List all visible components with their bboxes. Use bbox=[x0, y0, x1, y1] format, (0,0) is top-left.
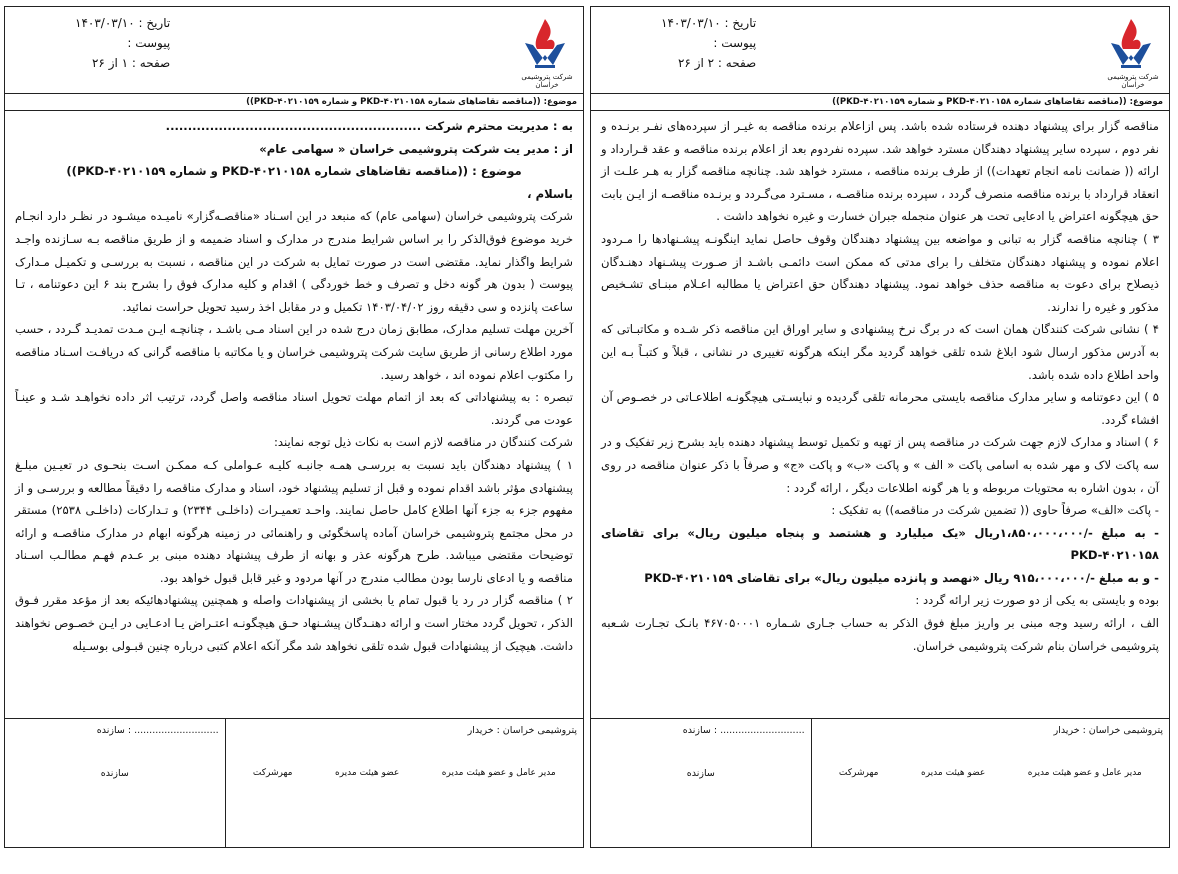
page-number: صفحه : ۱ از ۲۶ bbox=[91, 56, 171, 70]
paragraph: ۴ ) نشانی شرکت کنندگان همان است که در برگ نرخ پیشنهادی و سایر اوراق این مناقصه ذکر شـده و مکاتبـاتی که به آدرس مذکور ارسال شود ابلاغ شده تلقی خواهد گردید مگر اینکه هرگونه تغییری در نشانی ، قبلاً و کتبـاً بـه این واحد اطلاع داده شده باشد. bbox=[601, 322, 1159, 382]
buyer-label: پتروشیمی خراسان : خریدار bbox=[1053, 725, 1163, 736]
role-company-seal: مهرشرکت bbox=[252, 768, 293, 778]
role-ceo: مدیر عامل و عضو هیئت مدیره bbox=[441, 768, 556, 778]
date-value: ۱۴۰۳/۰۳/۱۰ bbox=[75, 16, 135, 30]
seller-header: ............................ : سازنده bbox=[682, 725, 805, 736]
role-board-member: عضو هیئت مدیره bbox=[920, 768, 986, 778]
from-line: از : مدیر یت شرکت پتروشیمی خراسان « سهامی عام» bbox=[259, 141, 573, 156]
date-label: تاریخ : bbox=[138, 16, 171, 30]
header-meta bbox=[75, 13, 170, 73]
paragraph: بوده و بایستی به یکی از دو صورت زیر ارائه گردد : bbox=[915, 593, 1159, 608]
logo-caption: شرکت پتروشیمی خراسان bbox=[521, 73, 573, 89]
header-meta bbox=[661, 13, 756, 73]
signature-footer bbox=[591, 718, 1169, 847]
to-line: به : مدیریت محترم شرکت .......................................................... bbox=[165, 119, 573, 133]
page-number: صفحه : ۲ از ۲۶ bbox=[677, 56, 757, 70]
paragraph: مناقصه گزار برای پیشنهاد دهنده فرستاده شده باشد. پس ازاعلام برنده مناقصه به غیـر از سپرده‌های نفـر برنـده و نفر دوم ، سپرده سایر پیشنهاد دهندگان مسترد خواهد شد. سپرده نفردوم بعد از اعلام برنده مناقصه و عقد قـرارداد و ارائه (( ضمانت نامه انجام تعهدات)) از طرف برنده مناقصه ، مسترد خواهد شد. چنانچه مناقصه گزار به هـر علـت از انعقاد قرارداد با برنده مناقصه منصرف گردد ، سپرده برنده مناقصـه ، مسـترد می‌گـردد و برنـده مناقصـه از ایـن بابت حق هیچگونه اعتراض یا ادعایی تحت هر عنوان منجمله جبران خسارت و غیره نخواهد داشت . bbox=[601, 119, 1159, 224]
date-value: ۱۴۰۳/۰۳/۱۰ bbox=[661, 16, 721, 30]
paragraph: شرکت کنندگان در مناقصه لازم است به نکات ذیل توجه نمایند: bbox=[273, 435, 573, 450]
seller-label: سازنده bbox=[100, 768, 129, 779]
seller-signature-box bbox=[5, 719, 225, 847]
attachment-label: پیوست : bbox=[713, 36, 757, 50]
date-label: تاریخ : bbox=[724, 16, 757, 30]
amount-line: - به مبلغ -/۱،۸۵۰،۰۰۰،۰۰۰ریال «یک میلیارد و هشتصد و پنجاه میلیون ریال» برای تقاضای ۴۰۲۱۰۱۵۸-PKD bbox=[601, 525, 1159, 563]
subject-title: موضوع : ((مناقصه تقاضاهای شماره ۴۰۲۱۰۱۵۸-PKD و شماره ۴۰۲۱۰۱۵۹-PKD)) bbox=[66, 164, 522, 179]
seller-header: ............................ : سازنده bbox=[96, 725, 219, 736]
page-body bbox=[591, 111, 1169, 657]
paragraph: ۲ ) مناقصه گزار در رد یا قبول تمام یا بخشی از پیشنهادات واصله و همچنین پیشنهادهائیکه بعد از مؤعد مقرر فـوق الذکر ، تحویل گردد مختار است و ارائه دهنـدگان پیشـنهاد حـق هیچگونـه اعتـراض یـا ادعـایی در ایـن خصـوص نخواهند داشت. هیچیک از پیشنهادات قبول شده تلقی نخواهد شد مگر آنکه اعلام کتبی درباره چنین قبـولی بوسـیله bbox=[15, 593, 573, 653]
role-company-seal: مهرشرکت bbox=[838, 768, 879, 778]
paragraph: ۳ ) چنانچه مناقصه گزار به تبانی و مواضعه بین پیشنهاد دهندگان وقوف حاصل نماید اینگونـه پیشـنهادها را مـردود اعلام نموده و پیشنهاد دهندگان متخلف را برای مدتی که ممکن است دائمـی باشـد از صـورت پیشـنهاد دهنـدگان ذیصلاح برای دعوت به مناقصه حذف خواهد نمود. پیشنهاد دهندگان حق اعتراض یا مطالبه اعـلام مبنـای تشـخیص مذکور و غیره را ندارند. bbox=[601, 231, 1159, 314]
subject-line: موضوع: ((مناقصه تقاضاهای شماره ۴۰۲۱۰۱۵۸-PKD و شماره ۴۰۲۱۰۱۵۹-PKD)) bbox=[591, 94, 1169, 111]
role-ceo: مدیر عامل و عضو هیئت مدیره bbox=[1027, 768, 1142, 778]
signature-footer bbox=[5, 718, 583, 847]
logo-caption: شرکت پتروشیمی خراسان bbox=[1107, 73, 1159, 89]
paragraph: ۱ ) پیشنهاد دهندگان باید نسبت به بررسـی همـه جانبـه کلیـه عـواملی کـه ممکـن اسـت بنحـوی در تعیـین مبلـغ پیشنهادی مؤثر باشد اقدام نموده و قبل از تسلیم پیشنهاد خود، اسناد و مدارک مناقصه را دقیقاً مطالعه و بررسـی و از مفهوم جزء به جزء آنها اطلاع کامل حاصل نمایند. واحـد تعمیـرات (داخلـی ۲۳۴۴) و تـدارکات (داخلـی ۲۵۳۸) مستقر در محل مجتمع پتروشیمی خراسان آماده پاسخگوئی و راهنمائی در زمینه هرگونه ابهام در مدارک مناقصـه و ارائه توضیحات مقتضی میباشد. طرح هرگونه عذر و بهانه از طرف پیشنهاد دهنده مبنی بر عـدم فهـم مطالـب اسـناد مناقصه و یا ادعای نارسا بودن مطالب مندرج در آنها مردود و غیر قابل قبول خواهد بود. bbox=[15, 457, 573, 585]
paragraph: ۶ ) اسناد و مدارک لازم جهت شرکت در مناقصه پس از تهیه و تکمیل توسط پیشنهاد دهنده باید بشرح زیر تفکیک و در سه پاکت لاک و مهر شده به اسامی پاکت « الف » و پاکت «ب» و پاکت «ج» و صرفاً با ذکر عنوان مناقصه در روی آن ، بدون اشاره به محتویات مربوطه و یا هر گونه اطلاعات دیگر ، ارائه گردد : bbox=[601, 435, 1159, 495]
paragraph: شرکت پتروشیمی خراسان (سهامی عام) که منبعد در این اسـناد «مناقصـه‌گزار» نامیـده میشـود در نظـر دارد انجـام خرید موضوع فوق‌الذکر را بر اساس شرایط مندرج در مدارک و اسناد ضمیمه و از طریق مناقصه بـه سـازنده واجـد شرایط واگذار نماید. مقتضی است در صورت تمایل به شرکت در این مناقصه ، نسبت به بررسـی و تکمیـل مـدارک پیوست ( بدون هر گونه دخل و تصرف و خط خوردگی ) اقدام و کلیه مدارک فوق را بشرح بند ۶ این دعوتنامه ، تـا ساعت پانزده و سی دقیقه روز ۱۴۰۳/۰۴/۰۲ تکمیل و در مقابل اخذ رسید تحویل حراست نمائید. bbox=[15, 209, 574, 314]
seller-label: سازنده bbox=[686, 768, 715, 779]
page-header bbox=[591, 7, 1169, 94]
greeting: باسلام ، bbox=[527, 186, 573, 201]
buyer-signature-box bbox=[811, 719, 1169, 847]
paragraph: ۵ ) این دعوتنامه و سایر مدارک مناقصه بایستی محرمانه تلقی گردیده و نبایسـتی هیچگونـه اطلاعـاتی در خصـوص آن افشاء گردد. bbox=[601, 390, 1159, 427]
page-header bbox=[5, 7, 583, 94]
paragraph: تبصره : به پیشنهاداتی که بعد از اتمام مهلت تحویل اسناد مناقصه واصل گردد، ترتیب اثر داده نخواهـد شـد و عینـاً عودت می گردند. bbox=[15, 390, 573, 427]
paragraph: - پاکت «الف» صرفاً حاوی (( تضمین شرکت در مناقصه)) به تفکیک : bbox=[831, 503, 1159, 518]
paragraph: الف ، ارائه رسید وجه مبنی بر واریز مبلغ فوق الذکر به حساب جـاری شـماره ۴۶۷۰۵۰۰۰۱ بانـک تجـارت شـعبه پتروشیمی خراسان بنام شرکت پتروشیمی خراسان. bbox=[601, 616, 1159, 653]
buyer-signature-box bbox=[225, 719, 583, 847]
subject-line: موضوع: ((مناقصه تقاضاهای شماره ۴۰۲۱۰۱۵۸-PKD و شماره ۴۰۲۱۰۱۵۹-PKD)) bbox=[5, 94, 583, 111]
amount-line: - و به مبلغ -/۹۱۵،۰۰۰،۰۰۰ ریال «نهصد و پانزده میلیون ریال» برای تقاضای ۴۰۲۱۰۱۵۹-PKD bbox=[644, 570, 1159, 585]
attachment-label: پیوست : bbox=[127, 36, 171, 50]
paragraph: آخرین مهلت تسلیم مدارک، مطابق زمان درج شده در این اسناد مـی باشـد ، چنانچـه ایـن مـدت تمدیـد گـردد ، حسب مورد اطلاع رسانی از طریق سایت شرکت پتروشیمی خراسان و یا مکاتبه با مناقصه گرانی که دریافـت اسـناد مناقصه را مکتوب اعلام نموده اند ، خواهد رسید. bbox=[15, 322, 573, 382]
seller-signature-box bbox=[591, 719, 811, 847]
page-body bbox=[5, 111, 583, 657]
buyer-label: پتروشیمی خراسان : خریدار bbox=[467, 725, 577, 736]
role-board-member: عضو هیئت مدیره bbox=[334, 768, 400, 778]
document-page-2 bbox=[590, 6, 1170, 848]
document-page-1 bbox=[4, 6, 584, 848]
